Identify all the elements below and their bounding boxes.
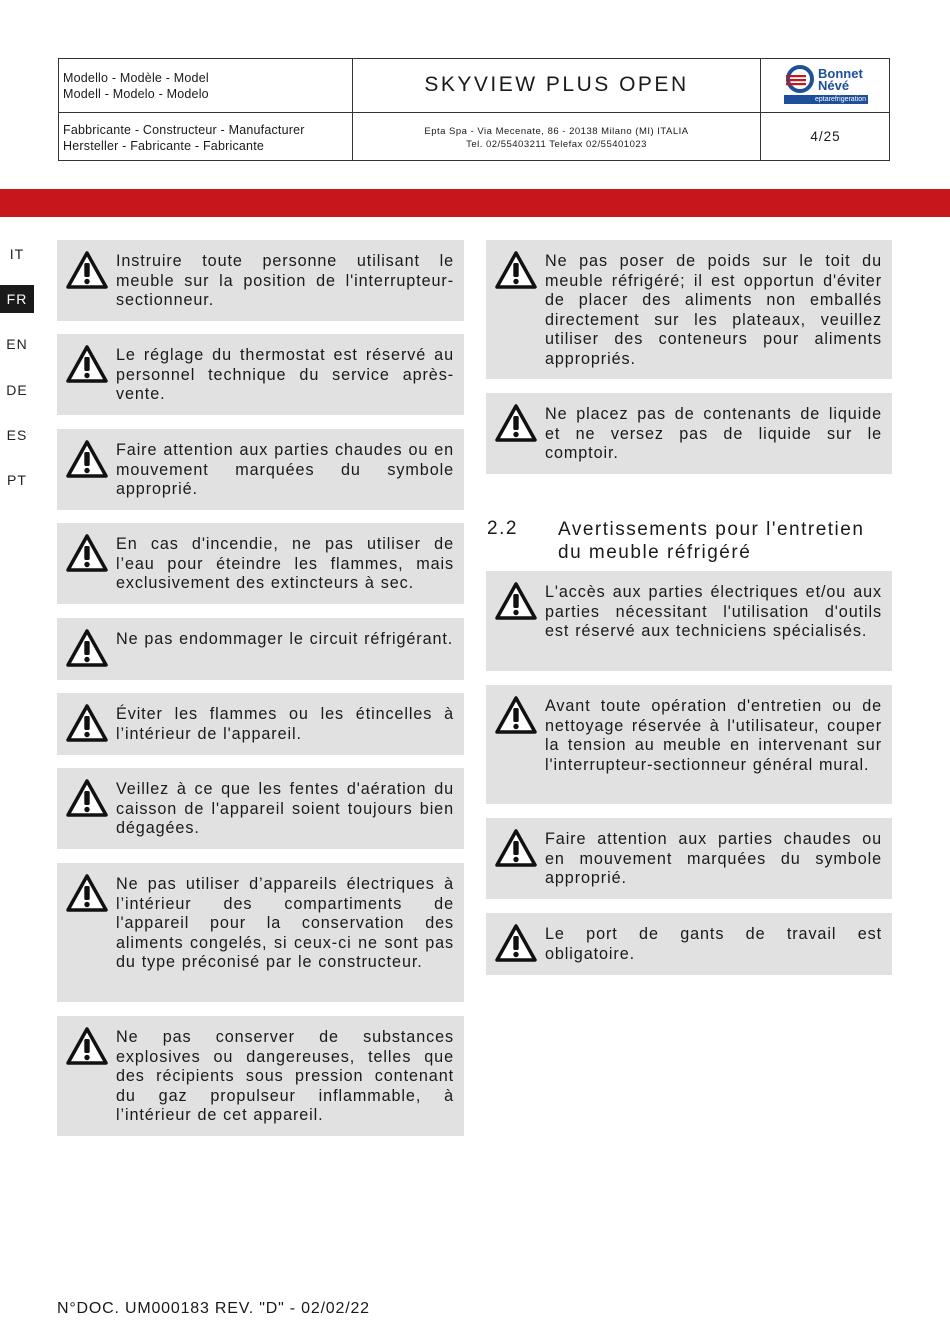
notice-text: Ne pas utiliser d’appareils électriques à l’intérieur des compartiments de l'appareil pour la conservation des aliments congelés, si ceux-ci ne sont pas du type préconisé par le constructeur. bbox=[116, 875, 454, 971]
notice-text: Ne placez pas de contenants de liquide et ne versez pas de liquide sur le comptoir. bbox=[545, 405, 882, 462]
notice-text: En cas d'incendie, ne pas utiliser de l’eau pour éteindre les flammes, mais exclusivement des extincteurs à sec. bbox=[116, 535, 454, 592]
notice-text: Instruire toute personne utilisant le meuble sur la position de l'interrupteur-sectionneur. bbox=[116, 252, 454, 309]
model-label: Modello - Modèle - Model Modell - Modelo - Modelo bbox=[63, 71, 209, 101]
warning-icon bbox=[65, 703, 109, 743]
warning-icon bbox=[65, 628, 109, 668]
notice-box bbox=[57, 429, 464, 510]
notice-text: Ne pas conserver de substances explosives ou dangereuses, telles que des récipients sous pression contenant du gaz propulseur inflammable, à l’intérieur de cet appareil. bbox=[116, 1028, 454, 1124]
notice-text: Ne pas poser de poids sur le toit du meuble réfrigéré; il est opportun d'éviter de placer des aliments non emballés directement sur les plateaux, veuillez utiliser des conteneurs pour aliments appropriés. bbox=[545, 252, 882, 368]
notice-text: Faire attention aux parties chaudes ou en mouvement marquées du symbole approprié. bbox=[116, 441, 454, 498]
notice-text: Avant toute opération d'entretien ou de nettoyage réservée à l'utilisateur, couper la tension au meuble en intervenant sur l'interrupteur-sectionneur général mural. bbox=[545, 697, 882, 774]
document-number: N°DOC. UM000183 REV. "D" - 02/02/22 bbox=[57, 1300, 370, 1317]
warning-icon bbox=[65, 533, 109, 573]
notice-box bbox=[486, 913, 892, 975]
lang-tab-it[interactable]: IT bbox=[9, 246, 25, 262]
lang-tab-fr[interactable]: FR bbox=[0, 285, 34, 313]
section-title: Avertissements pour l'entretien du meuble réfrigéré bbox=[558, 519, 865, 563]
warning-icon bbox=[65, 344, 109, 384]
document-header bbox=[58, 58, 890, 161]
notice-box bbox=[486, 393, 892, 474]
manufacturer-label: Fabbricante - Constructeur - Manufacturer Hersteller - Fabricante - Fabricante bbox=[63, 123, 305, 153]
brand-logo-icon bbox=[784, 64, 816, 94]
warning-icon bbox=[494, 923, 538, 963]
notice-text: Le réglage du thermostat est réservé au personnel technique du service après-vente. bbox=[116, 346, 454, 403]
lang-tab-en[interactable]: EN bbox=[6, 336, 28, 352]
brand-logo: Bonnet Névé eptarefrigeration bbox=[784, 64, 870, 106]
lang-tab-de[interactable]: DE bbox=[6, 382, 28, 398]
section-number: 2.2 bbox=[487, 518, 518, 539]
notice-text: Faire attention aux parties chaudes ou en mouvement marquées du symbole approprié. bbox=[545, 830, 882, 887]
notice-text: Ne pas endommager le circuit réfrigérant. bbox=[116, 630, 454, 648]
model-name: SKYVIEW PLUS OPEN bbox=[424, 73, 689, 96]
lang-tab-es[interactable]: ES bbox=[6, 427, 28, 443]
notice-box bbox=[486, 818, 892, 899]
notice-box bbox=[57, 768, 464, 849]
notice-box bbox=[486, 240, 892, 379]
warning-icon bbox=[65, 1026, 109, 1066]
notice-box bbox=[57, 334, 464, 415]
notice-text: Veillez à ce que les fentes d'aération du caisson de l'appareil soient toujours bien dégagées. bbox=[116, 780, 454, 837]
warning-icon bbox=[494, 828, 538, 868]
manufacturer-info: Epta Spa - Via Mecenate, 86 - 20138 Milano (MI) ITALIA Tel. 02/55403211 Telefax 02/55401023 bbox=[424, 126, 689, 150]
notice-box bbox=[57, 863, 464, 1002]
red-band bbox=[0, 189, 950, 217]
warning-icon bbox=[494, 695, 538, 735]
page-number: 4/25 bbox=[810, 129, 841, 144]
warning-icon bbox=[494, 403, 538, 443]
lang-tab-pt[interactable]: PT bbox=[7, 472, 27, 488]
notice-box bbox=[57, 240, 464, 321]
notice-box bbox=[57, 693, 464, 755]
notice-box bbox=[57, 618, 464, 680]
notice-box bbox=[57, 523, 464, 604]
notice-text: Le port de gants de travail est obligatoire. bbox=[545, 925, 882, 963]
notice-box bbox=[486, 685, 892, 804]
warning-icon bbox=[494, 581, 538, 621]
notice-box bbox=[57, 1016, 464, 1136]
warning-icon bbox=[65, 873, 109, 913]
notice-box bbox=[486, 571, 892, 671]
warning-icon bbox=[65, 439, 109, 479]
warning-icon bbox=[494, 250, 538, 290]
notice-text: L'accès aux parties électriques et/ou aux parties nécessitant l'utilisation d'outils est réservé aux techniciens spécialisés. bbox=[545, 583, 882, 640]
warning-icon bbox=[65, 250, 109, 290]
warning-icon bbox=[65, 778, 109, 818]
notice-text: Éviter les flammes ou les étincelles à l’intérieur de l'appareil. bbox=[116, 705, 454, 743]
